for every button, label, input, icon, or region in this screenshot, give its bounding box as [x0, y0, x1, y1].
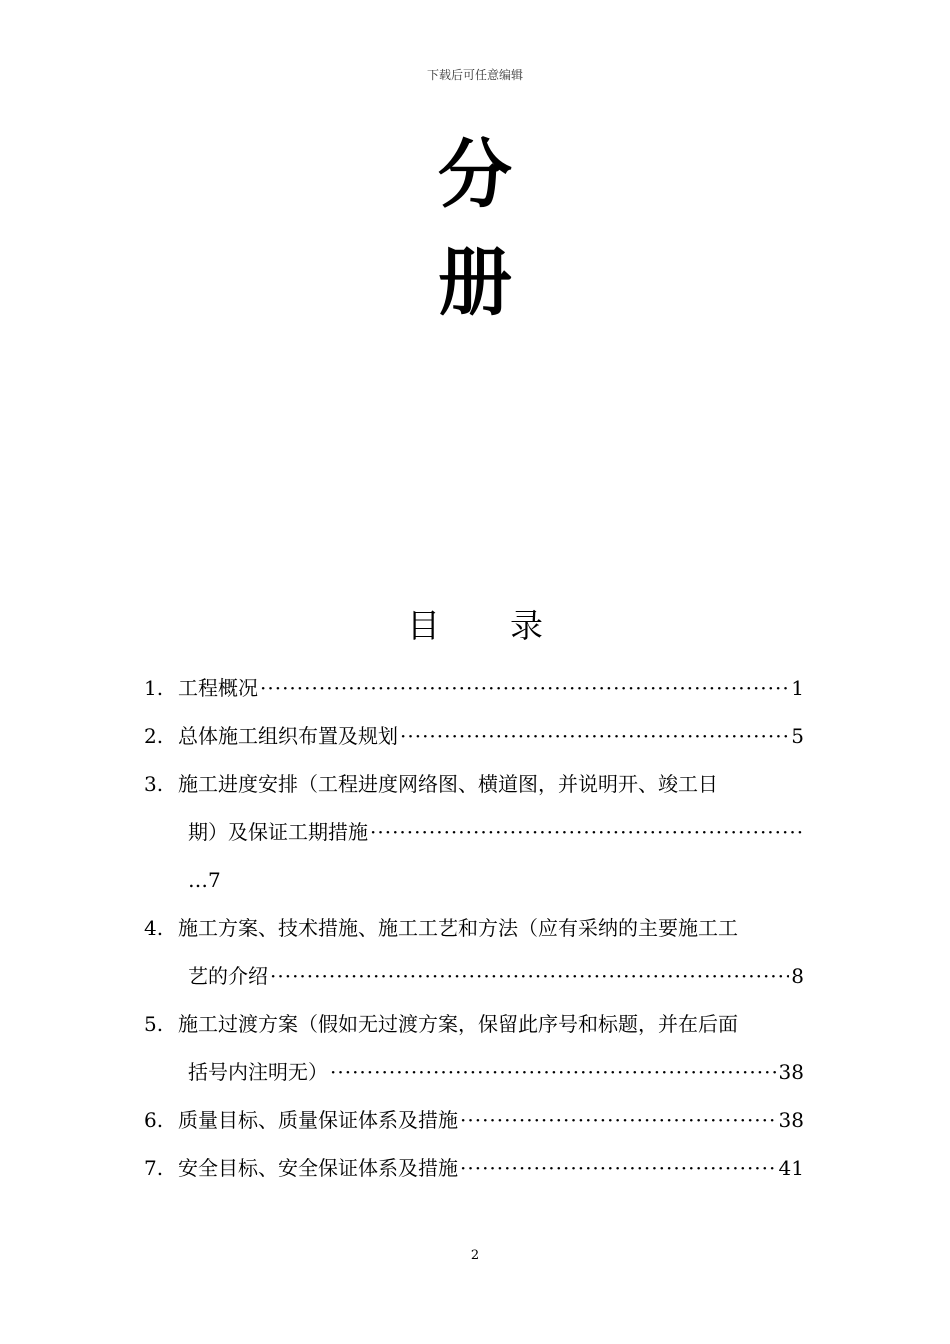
toc-title-right: 录 [510, 606, 543, 645]
page-number: 2 [470, 1248, 480, 1263]
toc-title-left: 目 [407, 606, 440, 645]
toc-entry-text: 施工进度安排（工程进度网络图、横道图，并说明开、竣工日 [178, 772, 718, 796]
toc-entry-number: 2. [144, 724, 164, 748]
toc-leader-dots [460, 1096, 777, 1144]
toc-entry-7[interactable] [144, 1144, 804, 1192]
cover-title-char-2: 册 [438, 240, 512, 326]
toc-entry-text: 工程概况 [178, 676, 258, 700]
toc-entry-3-continuation [144, 808, 804, 856]
table-of-contents [144, 664, 804, 1192]
toc-entry-text: … [188, 868, 208, 892]
toc-entry-text: 施工过渡方案（假如无过渡方案，保留此序号和标题，并在后面 [178, 1012, 738, 1036]
toc-entry-number: 4. [144, 916, 164, 940]
toc-leader-dots [460, 1144, 777, 1192]
toc-entry-number: 6. [144, 1108, 164, 1132]
toc-entry-text: 安全目标、安全保证体系及措施 [178, 1156, 458, 1180]
toc-entry-text: 总体施工组织布置及规划 [178, 724, 398, 748]
toc-entry-page: 5 [791, 724, 804, 748]
toc-entry-page: 8 [791, 964, 804, 988]
toc-entry-text: 括号内注明无） [188, 1060, 328, 1084]
toc-entry-number: 1. [144, 676, 164, 700]
toc-entry-text: 施工方案、技术措施、施工工艺和方法（应有采纳的主要施工工 [178, 916, 738, 940]
toc-entry-page: 38 [778, 1060, 804, 1084]
toc-entry-text: 质量目标、质量保证体系及措施 [178, 1108, 458, 1132]
toc-entry-4-continuation [144, 952, 804, 1000]
toc-entry-number: 5. [144, 1012, 164, 1036]
toc-entry-number: 7. [144, 1156, 164, 1180]
toc-entry-1[interactable] [144, 664, 804, 712]
page-header: 下载后可任意编辑 [426, 68, 523, 82]
toc-leader-dots [330, 1048, 777, 1096]
toc-entry-3-continuation [144, 856, 804, 904]
toc-leader-dots [370, 808, 802, 856]
toc-entry-text: 艺的介绍 [188, 964, 268, 988]
toc-entry-page: 38 [778, 1108, 804, 1132]
toc-entry-4[interactable] [144, 904, 804, 952]
toc-leader-dots [400, 712, 789, 760]
toc-entry-number: 3. [144, 772, 164, 796]
toc-entry-5-continuation [144, 1048, 804, 1096]
toc-leader-dots [270, 952, 789, 1000]
toc-leader-dots [260, 664, 789, 712]
toc-entry-page: 7 [208, 868, 221, 892]
toc-entry-3[interactable] [144, 760, 804, 808]
toc-entry-page: 1 [791, 676, 804, 700]
toc-title [0, 600, 950, 647]
cover-title-char-1: 分 [438, 132, 512, 218]
toc-entry-2[interactable] [144, 712, 804, 760]
toc-entry-6[interactable] [144, 1096, 804, 1144]
toc-entry-page: 41 [778, 1156, 804, 1180]
toc-entry-5[interactable] [144, 1000, 804, 1048]
toc-entry-text: 期）及保证工期措施 [188, 820, 368, 844]
